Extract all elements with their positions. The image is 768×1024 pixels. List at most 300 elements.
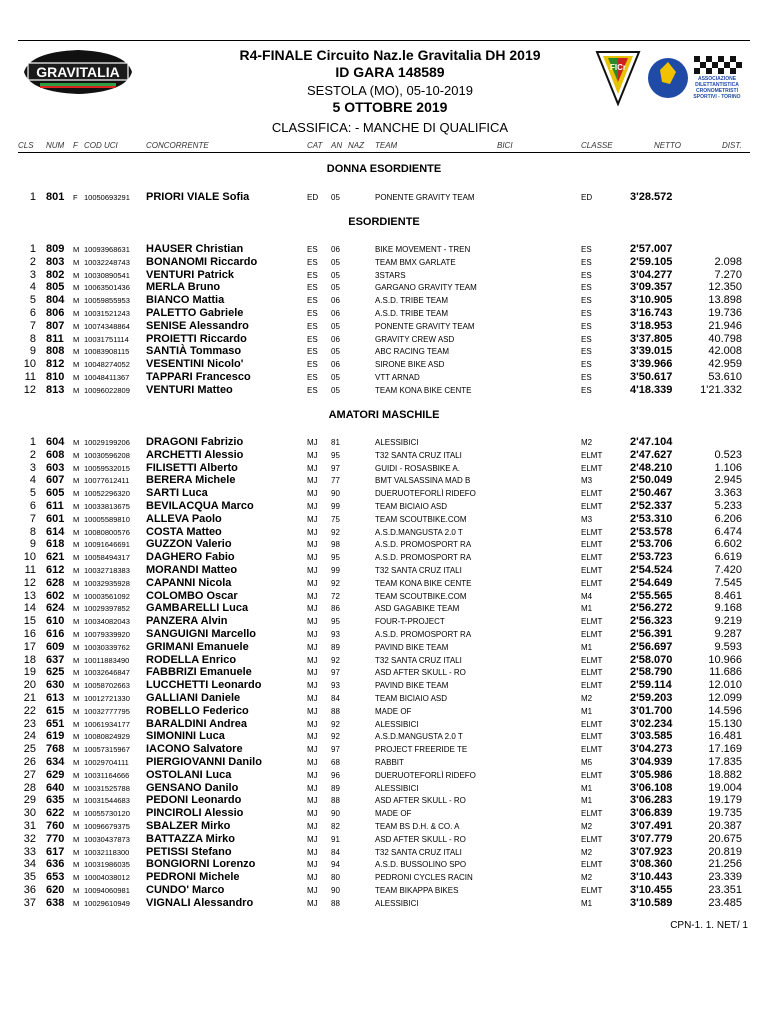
cell-concorrente: CAPANNI Nicola bbox=[146, 576, 232, 589]
cell-num: 802 bbox=[46, 268, 65, 281]
cell-cod-uci: 10032646847 bbox=[84, 668, 130, 678]
cell-netto: 2'48.210 bbox=[630, 461, 673, 474]
cell-classe: M5 bbox=[581, 758, 593, 767]
table-row bbox=[0, 256, 768, 269]
cell-concorrente: ALLEVA Paolo bbox=[146, 512, 222, 525]
col-cat: CAT bbox=[307, 141, 323, 150]
cell-num: 628 bbox=[46, 576, 65, 589]
cell-cod-uci: 10050693291 bbox=[84, 193, 130, 202]
cell-an: 92 bbox=[331, 578, 340, 588]
cell-num: 805 bbox=[46, 281, 65, 294]
cell-cat: MJ bbox=[307, 796, 318, 806]
cell-team: TEAM SCOUTBIKE.COM bbox=[375, 591, 467, 601]
cell-concorrente: PETISSI Stefano bbox=[146, 845, 232, 858]
cell-team: PONENTE GRAVITY TEAM bbox=[375, 321, 475, 331]
cell-classe: ELMT bbox=[581, 860, 603, 870]
cell-cls: 8 bbox=[29, 332, 36, 345]
cell-team: DUERUOTEFORLÌ RIDEFO bbox=[375, 489, 476, 499]
cell-netto: 2'59.105 bbox=[630, 255, 673, 268]
cell-f: M bbox=[73, 257, 80, 267]
cell-cat: ES bbox=[307, 373, 318, 382]
cell-concorrente: MERLA Bruno bbox=[146, 281, 221, 294]
cell-team: TEAM BMX GARLATE bbox=[375, 257, 456, 267]
cell-f: M bbox=[73, 463, 80, 473]
cell-dist: 6.602 bbox=[714, 538, 742, 551]
cell-cls: 1 bbox=[29, 436, 36, 448]
table-row bbox=[0, 526, 768, 539]
table-row bbox=[0, 449, 768, 462]
cell-dist: 8.461 bbox=[714, 589, 742, 602]
table-row bbox=[0, 794, 768, 807]
cell-an: 81 bbox=[331, 438, 340, 447]
cell-an: 75 bbox=[331, 514, 340, 524]
cell-concorrente: PANZERA Alvin bbox=[146, 615, 228, 628]
cell-dist: 3.363 bbox=[714, 487, 742, 500]
table-row bbox=[0, 654, 768, 667]
cell-num: 637 bbox=[46, 653, 65, 666]
cell-num: 768 bbox=[46, 743, 65, 756]
table-row bbox=[0, 846, 768, 859]
section-title: ESORDIENTE bbox=[348, 216, 420, 228]
cell-classe: M3 bbox=[581, 476, 593, 486]
cell-team: T32 SANTA CRUZ ITALI bbox=[375, 450, 462, 460]
cell-dist: 19.004 bbox=[708, 781, 742, 794]
table-row bbox=[0, 474, 768, 487]
cell-concorrente: VIGNALI Alessandro bbox=[146, 896, 254, 909]
cell-num: 807 bbox=[46, 319, 65, 332]
cell-f: M bbox=[73, 283, 80, 293]
race-title: R4-FINALE Circuito Naz.le Gravitalia DH 2019 bbox=[239, 47, 541, 63]
cell-classe: M1 bbox=[581, 706, 593, 716]
cell-classe: M1 bbox=[581, 796, 593, 806]
cell-cat: ES bbox=[307, 334, 318, 344]
cell-f: M bbox=[73, 617, 80, 627]
cell-dist: 21.256 bbox=[708, 858, 742, 871]
cell-netto: 2'56.272 bbox=[630, 602, 673, 615]
cell-an: 93 bbox=[331, 681, 340, 691]
cell-cat: MJ bbox=[307, 719, 318, 729]
cell-netto: 3'50.617 bbox=[630, 371, 673, 383]
cell-classe: ELMT bbox=[581, 489, 603, 499]
cell-cat: MJ bbox=[307, 655, 318, 665]
cell-cls: 19 bbox=[23, 666, 36, 679]
cell-team: 3STARS bbox=[375, 270, 406, 280]
cell-an: 97 bbox=[331, 745, 340, 755]
column-header bbox=[0, 137, 768, 153]
col-concorrente: CONCORRENTE bbox=[146, 141, 209, 150]
cell-netto: 2'58.790 bbox=[630, 666, 673, 679]
cell-netto: 3'10.905 bbox=[630, 294, 673, 307]
cell-dist: 6.619 bbox=[714, 551, 742, 564]
cell-an: 05 bbox=[331, 321, 340, 331]
cell-classe: M1 bbox=[581, 898, 593, 908]
cell-cod-uci: 10096022809 bbox=[84, 385, 130, 395]
cell-dist: 21.946 bbox=[708, 319, 742, 332]
cell-cod-uci: 10004038012 bbox=[84, 873, 130, 883]
cell-netto: 3'10.443 bbox=[630, 871, 673, 884]
cell-cod-uci: 10055730120 bbox=[84, 809, 130, 819]
cell-netto: 2'56.323 bbox=[630, 615, 673, 628]
cell-concorrente: ROBELLO Federico bbox=[146, 704, 249, 717]
cell-concorrente: RODELLA Enrico bbox=[146, 653, 237, 666]
cell-cod-uci: 10011883490 bbox=[84, 655, 130, 665]
table-row bbox=[0, 743, 768, 756]
cell-dist: 12.099 bbox=[708, 692, 742, 704]
cell-cod-uci: 10032248743 bbox=[84, 257, 130, 267]
cell-cls: 10 bbox=[23, 358, 36, 371]
table-row bbox=[0, 358, 768, 371]
cell-classe: ELMT bbox=[581, 540, 603, 550]
cell-num: 808 bbox=[46, 345, 65, 358]
cell-num: 760 bbox=[46, 820, 65, 832]
section-title: DONNA ESORDIENTE bbox=[326, 163, 442, 175]
cell-f: M bbox=[73, 309, 80, 318]
cell-netto: 3'07.923 bbox=[630, 845, 673, 858]
cell-team: DUERUOTEFORLÌ RIDEFO bbox=[375, 770, 476, 780]
cell-cat: MJ bbox=[307, 438, 318, 447]
cell-cls: 11 bbox=[24, 564, 36, 576]
cell-cat: MJ bbox=[307, 758, 318, 767]
cell-an: 06 bbox=[331, 360, 340, 370]
cell-netto: 3'18.953 bbox=[630, 319, 673, 332]
cell-classe: ELMT bbox=[581, 886, 603, 895]
cell-cat: MJ bbox=[307, 745, 318, 755]
cell-an: 90 bbox=[331, 886, 340, 895]
table-row bbox=[0, 871, 768, 884]
cell-f: M bbox=[73, 321, 80, 331]
cell-netto: 3'03.585 bbox=[630, 730, 673, 743]
cell-classe: M2 bbox=[581, 847, 593, 857]
cell-team: ABC RACING TEAM bbox=[375, 347, 450, 357]
cell-classe: M4 bbox=[581, 591, 593, 601]
race-id: ID GARA 148589 bbox=[335, 64, 445, 80]
cell-f: M bbox=[73, 796, 80, 806]
cell-num: 612 bbox=[46, 564, 65, 576]
cell-classe: ELMT bbox=[581, 655, 603, 665]
cell-cls: 9 bbox=[29, 345, 36, 358]
cell-cod-uci: 10080800576 bbox=[84, 527, 130, 537]
cell-f: M bbox=[73, 694, 80, 703]
cell-f: M bbox=[73, 847, 80, 857]
cell-an: 72 bbox=[331, 591, 340, 601]
cell-cod-uci: 10030596208 bbox=[84, 450, 130, 460]
table-row bbox=[0, 833, 768, 846]
cell-netto: 3'09.357 bbox=[630, 281, 673, 294]
table-row bbox=[0, 384, 768, 397]
cell-an: 98 bbox=[331, 540, 340, 550]
cell-classe: M2 bbox=[581, 694, 593, 703]
cell-f: M bbox=[73, 566, 80, 575]
table-row bbox=[0, 564, 768, 577]
cell-an: 97 bbox=[331, 668, 340, 678]
cell-an: 88 bbox=[331, 706, 340, 716]
cell-cod-uci: 10005589810 bbox=[84, 514, 130, 524]
cell-f: M bbox=[73, 489, 80, 499]
table-row bbox=[0, 487, 768, 500]
cell-classe: ELMT bbox=[581, 553, 603, 563]
cell-an: 68 bbox=[331, 758, 340, 767]
cell-cat: MJ bbox=[307, 540, 318, 550]
cell-classe: ELMT bbox=[581, 719, 603, 729]
cell-classe: ELMT bbox=[581, 630, 603, 639]
cell-f: M bbox=[73, 770, 80, 780]
col-cls: CLS bbox=[18, 141, 34, 150]
cell-classe: M1 bbox=[581, 642, 593, 652]
cell-cat: MJ bbox=[307, 898, 318, 908]
cell-team: TEAM BS D.H. & CO. A bbox=[375, 822, 460, 831]
table-row bbox=[0, 269, 768, 282]
cell-netto: 3'06.108 bbox=[630, 781, 673, 794]
cell-concorrente: IACONO Salvatore bbox=[146, 743, 243, 756]
cell-team: ALESSIBICI bbox=[375, 783, 419, 793]
cell-f: M bbox=[73, 502, 80, 511]
cell-dist: 7.545 bbox=[714, 576, 742, 589]
cell-concorrente: LUCCHETTI Leonardo bbox=[146, 679, 262, 692]
cell-concorrente: GENSANO Danilo bbox=[146, 781, 239, 794]
cell-f: M bbox=[73, 476, 80, 486]
cell-concorrente: BEVILACQUA Marco bbox=[146, 500, 254, 512]
cell-cod-uci: 10031525788 bbox=[84, 783, 130, 793]
cell-team: PAVIND BIKE TEAM bbox=[375, 681, 449, 691]
table-row bbox=[0, 807, 768, 820]
cell-netto: 4'18.339 bbox=[630, 383, 673, 396]
cell-num: 608 bbox=[46, 448, 65, 461]
cell-concorrente: OSTOLANI Luca bbox=[146, 768, 232, 781]
cell-an: 06 bbox=[331, 334, 340, 344]
table-row bbox=[0, 294, 768, 307]
logo-text: GRAVITALIA bbox=[36, 64, 120, 80]
cell-concorrente: COLOMBO Oscar bbox=[146, 589, 238, 602]
cell-cod-uci: 10063501436 bbox=[84, 283, 130, 293]
table-row bbox=[0, 191, 768, 204]
cell-an: 82 bbox=[331, 822, 340, 831]
cell-netto: 3'04.939 bbox=[630, 756, 673, 768]
cell-cod-uci: 10057315967 bbox=[84, 745, 130, 755]
cell-num: 651 bbox=[46, 717, 65, 730]
cell-team: A.S.D. TRIBE TEAM bbox=[375, 296, 449, 306]
cell-cod-uci: 10030890541 bbox=[84, 270, 130, 280]
cell-cls: 7 bbox=[29, 319, 36, 332]
cell-f: M bbox=[73, 360, 80, 370]
cell-netto: 3'04.277 bbox=[630, 268, 673, 281]
cell-cat: MJ bbox=[307, 578, 318, 588]
cell-cod-uci: 10031986035 bbox=[84, 860, 130, 870]
cell-cod-uci: 10061934177 bbox=[84, 719, 130, 729]
cell-cod-uci: 10003561092 bbox=[84, 591, 130, 601]
venue: SESTOLA (MO), 05-10-2019 bbox=[307, 83, 473, 98]
cell-an: 92 bbox=[331, 527, 340, 537]
cell-classe: M2 bbox=[581, 873, 593, 883]
cell-dist: 42.008 bbox=[708, 345, 742, 358]
cell-cls: 11 bbox=[24, 371, 36, 383]
cell-f: M bbox=[73, 334, 80, 344]
gravitalia-logo bbox=[20, 46, 136, 98]
cell-concorrente: BARALDINI Andrea bbox=[146, 717, 248, 730]
cell-cls: 4 bbox=[29, 474, 36, 487]
cell-netto: 3'07.491 bbox=[630, 820, 673, 832]
cell-netto: 2'53.706 bbox=[630, 538, 673, 551]
cell-an: 84 bbox=[331, 694, 340, 703]
cell-classe: ELMT bbox=[581, 527, 603, 537]
cell-num: 625 bbox=[46, 666, 65, 679]
cell-concorrente: GAMBARELLI Luca bbox=[146, 602, 249, 615]
cell-concorrente: BIANCO Mattia bbox=[146, 294, 225, 307]
cell-concorrente: SANGUIGNI Marcello bbox=[146, 628, 257, 640]
table-row bbox=[0, 333, 768, 346]
cell-dist: 19.179 bbox=[708, 794, 742, 807]
cell-team: A.S.D.MANGUSTA 2.0 T bbox=[375, 732, 463, 742]
cell-num: 803 bbox=[46, 255, 65, 268]
table-row bbox=[0, 615, 768, 628]
cell-netto: 3'10.589 bbox=[630, 896, 673, 909]
cell-num: 629 bbox=[46, 768, 65, 781]
cell-cls: 8 bbox=[29, 525, 36, 538]
cell-num: 619 bbox=[46, 730, 65, 743]
cell-f: M bbox=[73, 706, 80, 716]
section-title: AMATORI MASCHILE bbox=[328, 409, 440, 421]
cell-dist: 9.593 bbox=[714, 640, 742, 653]
cell-an: 97 bbox=[331, 463, 340, 473]
cell-cat: MJ bbox=[307, 834, 318, 844]
cell-num: 611 bbox=[46, 500, 64, 512]
cell-cat: MJ bbox=[307, 514, 318, 524]
cell-cls: 14 bbox=[23, 602, 36, 615]
col-netto: NETTO bbox=[654, 141, 681, 150]
cell-netto: 2'53.723 bbox=[630, 551, 673, 564]
cell-classe: ELMT bbox=[581, 463, 603, 473]
cell-cls: 21 bbox=[23, 692, 36, 704]
cell-team: A.S.D. PROMOSPORT RA bbox=[375, 630, 472, 639]
cell-num: 635 bbox=[46, 794, 65, 807]
cell-concorrente: PEDRONI Michele bbox=[146, 871, 240, 884]
cell-num: 653 bbox=[46, 871, 65, 884]
cell-cod-uci: 10079339920 bbox=[84, 630, 130, 639]
cell-classe: ELMT bbox=[581, 450, 603, 460]
cell-cat: MJ bbox=[307, 476, 318, 486]
cell-classe: ES bbox=[581, 245, 592, 254]
cell-dist: 9.287 bbox=[714, 628, 742, 640]
cell-cat: ES bbox=[307, 360, 318, 370]
cell-team: A.S.D. PROMOSPORT RA bbox=[375, 553, 472, 563]
assoc-text: ASSOCIAZIONE DILETTANTISTICA CRONOMETRISTI SPORTIVI - TORINO bbox=[693, 76, 741, 100]
cell-concorrente: FABBRIZI Emanuele bbox=[146, 666, 252, 679]
cell-classe: ELMT bbox=[581, 834, 603, 844]
cell-netto: 3'07.779 bbox=[630, 832, 673, 845]
cell-num: 618 bbox=[46, 538, 65, 551]
cell-dist: 1.106 bbox=[714, 461, 742, 474]
cell-f: M bbox=[73, 591, 80, 601]
cell-num: 634 bbox=[46, 756, 65, 768]
cell-netto: 2'50.049 bbox=[630, 474, 673, 487]
cell-cat: ES bbox=[307, 347, 318, 357]
cell-cat: MJ bbox=[307, 681, 318, 691]
cell-f: M bbox=[73, 642, 80, 652]
table-row bbox=[0, 718, 768, 731]
cell-cls: 9 bbox=[29, 538, 36, 551]
top-rule bbox=[18, 40, 750, 41]
cell-team: GARGANO GRAVITY TEAM bbox=[375, 283, 477, 293]
cell-cod-uci: 10032935928 bbox=[84, 578, 130, 588]
cell-cls: 22 bbox=[23, 704, 36, 717]
cell-f: M bbox=[73, 578, 80, 588]
col-naz: NAZ bbox=[348, 141, 364, 150]
table-row bbox=[0, 666, 768, 679]
cell-cod-uci: 10030437873 bbox=[84, 834, 130, 844]
cell-cat: MJ bbox=[307, 553, 318, 563]
cell-concorrente: GUZZON Valerio bbox=[146, 538, 232, 551]
cell-concorrente: ARCHETTI Alessio bbox=[146, 448, 244, 461]
cell-team: ASD AFTER SKULL - RO bbox=[375, 834, 466, 844]
cell-classe: ES bbox=[581, 385, 592, 395]
cell-cat: MJ bbox=[307, 783, 318, 793]
cell-an: 91 bbox=[331, 834, 340, 844]
cell-classe: ED bbox=[581, 193, 593, 202]
cell-concorrente: HAUSER Christian bbox=[146, 243, 244, 255]
cell-concorrente: COSTA Matteo bbox=[146, 525, 222, 538]
cell-classe: M3 bbox=[581, 514, 593, 524]
cell-cls: 20 bbox=[23, 679, 36, 692]
cell-cod-uci: 10030339762 bbox=[84, 642, 130, 652]
cell-f: M bbox=[73, 886, 80, 895]
cell-cls: 25 bbox=[23, 743, 36, 756]
cell-dist: 1'21.332 bbox=[700, 383, 742, 396]
cell-cls: 32 bbox=[23, 832, 36, 845]
cell-cls: 5 bbox=[29, 294, 36, 307]
table-row bbox=[0, 641, 768, 654]
cell-team: GRAVITY CREW ASD bbox=[375, 334, 455, 344]
cell-dist: 16.481 bbox=[708, 730, 742, 743]
cell-num: 604 bbox=[46, 436, 65, 448]
cell-dist: 20.675 bbox=[708, 832, 742, 845]
cell-team: T32 SANTA CRUZ ITALI bbox=[375, 655, 462, 665]
cell-cls: 37 bbox=[23, 896, 36, 909]
cell-team: TEAM BICIAIO ASD bbox=[375, 502, 448, 511]
cell-num: 813 bbox=[46, 383, 65, 396]
cell-team: A.S.D. BUSSOLINO SPO bbox=[375, 860, 467, 870]
cell-concorrente: PRIORI VIALE Sofia bbox=[146, 191, 250, 203]
cell-netto: 2'52.337 bbox=[630, 500, 673, 512]
cell-dist: 9.168 bbox=[714, 602, 742, 615]
cell-team: ASD GAGABIKE TEAM bbox=[375, 604, 460, 614]
cell-dist: 7.420 bbox=[714, 564, 742, 576]
table-row bbox=[0, 769, 768, 782]
cell-cls: 18 bbox=[23, 653, 36, 666]
cell-f: M bbox=[73, 655, 80, 665]
cell-cat: MJ bbox=[307, 732, 318, 742]
table-row bbox=[0, 436, 768, 449]
cell-an: 90 bbox=[331, 809, 340, 819]
cell-an: 90 bbox=[331, 489, 340, 499]
cell-team: A.S.D. PROMOSPORT RA bbox=[375, 540, 472, 550]
cell-netto: 2'59.203 bbox=[630, 692, 673, 704]
cell-cat: MJ bbox=[307, 527, 318, 537]
cell-team: VTT ARNAD bbox=[375, 373, 420, 382]
table-row bbox=[0, 281, 768, 294]
cell-an: 06 bbox=[331, 296, 340, 306]
cell-f: M bbox=[73, 514, 80, 524]
cell-netto: 3'01.700 bbox=[630, 704, 673, 717]
cell-f: M bbox=[73, 630, 80, 639]
col-classe: CLASSE bbox=[581, 141, 613, 150]
cell-cat: MJ bbox=[307, 706, 318, 716]
cell-concorrente: GRIMANI Emanuele bbox=[146, 640, 249, 653]
cell-cls: 12 bbox=[23, 576, 36, 589]
cell-dist: 5.233 bbox=[714, 500, 742, 512]
cell-cod-uci: 10032777795 bbox=[84, 706, 130, 716]
cell-concorrente: SIMONINI Luca bbox=[146, 730, 225, 743]
cell-concorrente: BONGIORNI Lorenzo bbox=[146, 858, 256, 871]
cell-f: M bbox=[73, 270, 80, 280]
